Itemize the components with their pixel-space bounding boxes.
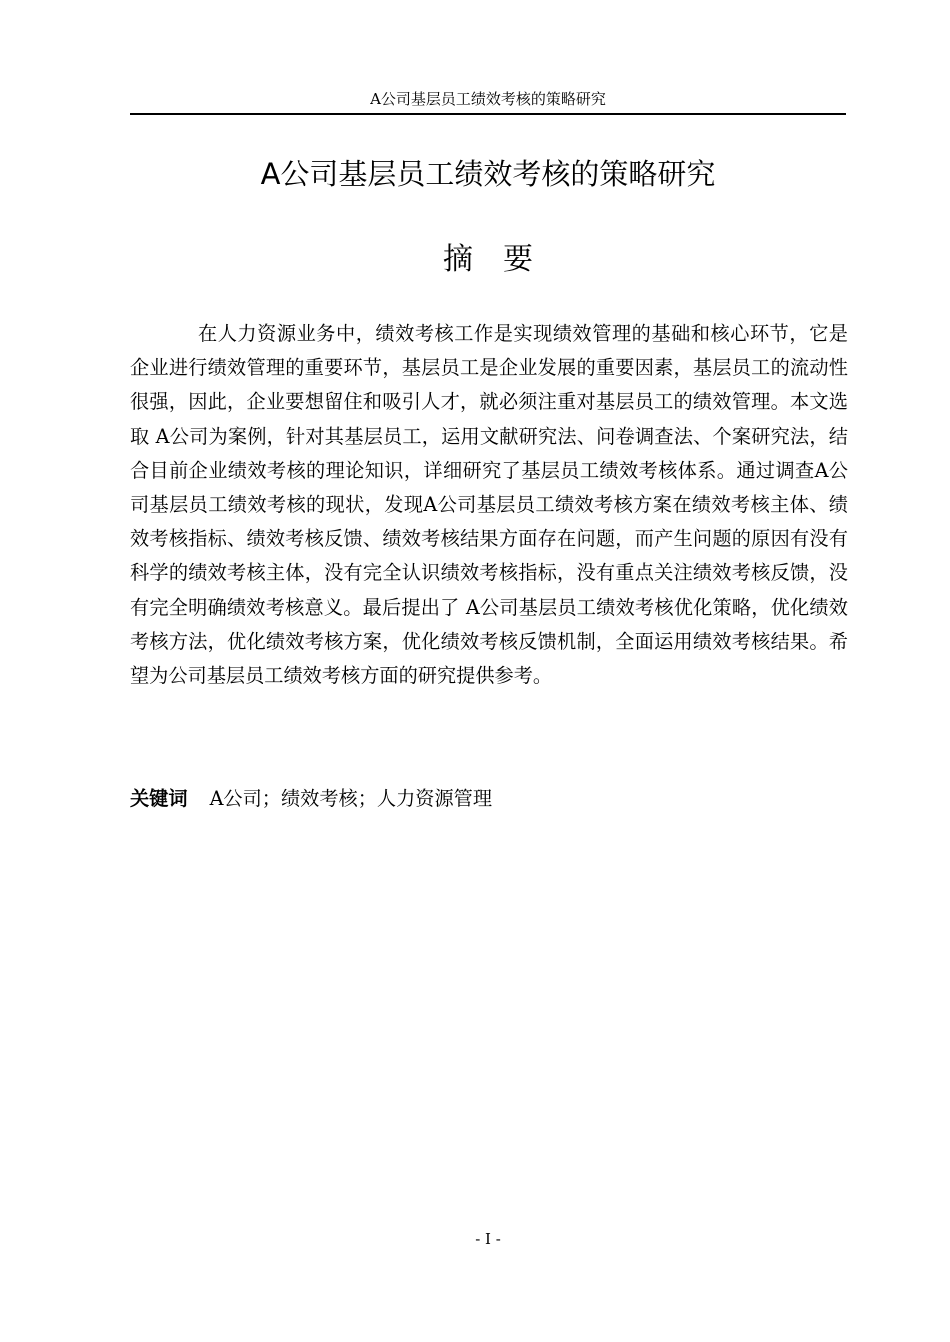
keywords-label: 关键词 — [130, 787, 188, 810]
abstract-heading: 摘要 — [443, 242, 563, 277]
abstract-body: 在人力资源业务中，绩效考核工作是实现绩效管理的基础和核心环节，它是企业进行绩效管理的重要环节，基层员工是企业发展的重要因素，基层员工的流动性很强，因此，企业要想留住和吸引人才，就必须注重对基层员工的绩效管理。本文选取 A公司为案例，针对其基层员工，运用文献研究法、问卷调查法、个案研究法，结合目前企业绩效考核的理论知识，详细研究了基层员工绩效考核体系。通过调查A公司基层员工绩效考核的现状，发现A公司基层员工绩效考核方案在绩效考核主体、绩效考核指标、绩效考核反馈、绩效考核结果方面存在问题，而产生问题的原因有没有科学的绩效考核主体，没有完全认识绩效考核指标，没有重点关注绩效考核反馈，没有完全明确绩效考核意义。最后提出了 A公司基层员工绩效考核优化策略，优化绩效考核方法，优化绩效考核方案，优化绩效考核反馈机制，全面运用绩效考核结果。希望为公司基层员工绩效考核方面的研究提供参考。 — [130, 322, 848, 688]
header-rule — [130, 113, 846, 115]
page-number: - I - — [475, 1230, 501, 1248]
keywords-text: A公司；绩效考核；人力资源管理 — [209, 787, 493, 810]
keywords-line — [130, 783, 846, 815]
document-title: A公司基层员工绩效考核的策略研究 — [260, 157, 716, 191]
running-header: A公司基层员工绩效考核的策略研究 — [370, 90, 606, 108]
